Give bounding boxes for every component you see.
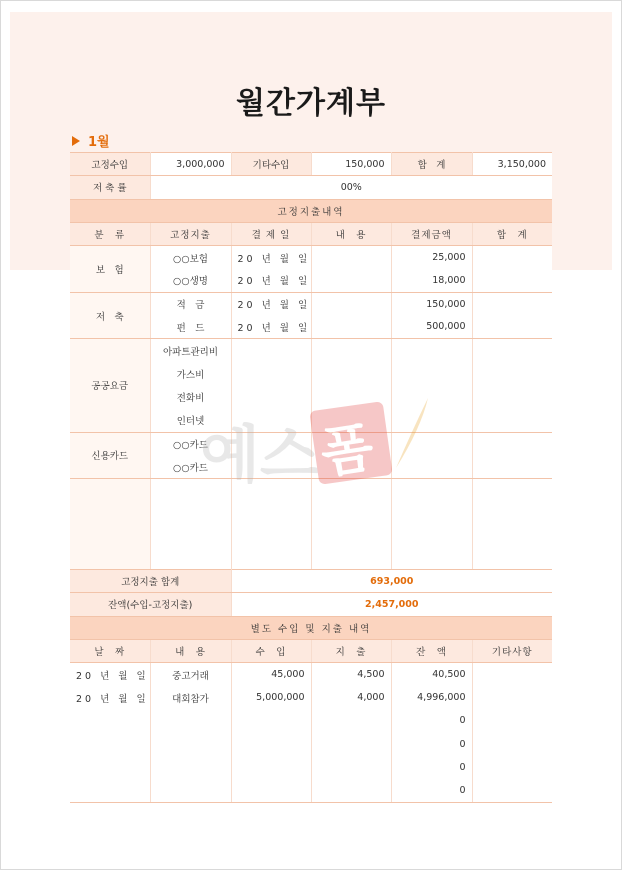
fixed-header-cell: 내 용 — [311, 222, 391, 245]
income-total-value[interactable]: 3,150,000 — [472, 153, 552, 176]
other-date[interactable]: 20 년 월 일 — [70, 663, 150, 686]
expense-item: ○○카드 — [150, 432, 231, 455]
payment-amount[interactable]: 25,000 — [391, 246, 472, 269]
blank-cell[interactable] — [391, 479, 472, 502]
expense-total[interactable] — [472, 246, 552, 269]
other-note[interactable] — [472, 663, 552, 686]
blank-cell[interactable] — [231, 525, 311, 548]
other-header-cell: 내 용 — [150, 639, 231, 662]
expense-item: 가스비 — [150, 362, 231, 385]
expense-detail[interactable] — [311, 246, 391, 269]
page-title: 월간가계부 — [236, 86, 386, 121]
expense-item: 전화비 — [150, 385, 231, 408]
balance-value[interactable]: 2,457,000 — [231, 593, 552, 616]
fixed-total-value[interactable]: 693,000 — [231, 570, 552, 593]
other-balance[interactable]: 0 — [391, 779, 472, 802]
fixed-header-cell: 결제금액 — [391, 222, 472, 245]
other-income[interactable]: 45,000 — [231, 663, 311, 686]
other-income[interactable] — [231, 709, 311, 732]
month-label: 1월 — [88, 135, 110, 150]
blank-cell[interactable] — [391, 525, 472, 548]
summary-row — [70, 153, 552, 176]
blank-cell[interactable] — [472, 502, 552, 525]
expense-item: ○○보험 — [150, 246, 231, 269]
payment-date[interactable]: 20 년 월 일 — [231, 292, 311, 315]
expense-total[interactable] — [472, 339, 552, 362]
blank-cell[interactable] — [231, 479, 311, 502]
expense-detail[interactable] — [311, 316, 391, 339]
other-date[interactable] — [70, 779, 150, 802]
other-row — [70, 733, 552, 756]
blank-cell[interactable] — [472, 525, 552, 548]
savings-rate-row — [70, 176, 552, 199]
blank-cell[interactable] — [150, 502, 231, 525]
payment-date[interactable] — [231, 385, 311, 408]
expense-total[interactable] — [472, 362, 552, 385]
other-table — [70, 569, 552, 803]
other-expense[interactable]: 4,500 — [311, 663, 391, 686]
other-row — [70, 779, 552, 802]
blank-cell[interactable] — [311, 502, 391, 525]
other-content[interactable] — [150, 709, 231, 732]
other-content[interactable]: 대회참가 — [150, 686, 231, 709]
category-label: 신용카드 — [70, 432, 150, 479]
other-date[interactable]: 20 년 월 일 — [70, 686, 150, 709]
payment-date[interactable] — [231, 409, 311, 432]
expense-item: 인터넷 — [150, 409, 231, 432]
expense-total[interactable] — [472, 385, 552, 408]
other-expense[interactable]: 4,000 — [311, 686, 391, 709]
blank-category — [70, 479, 150, 572]
other-header-cell: 수 입 — [231, 639, 311, 662]
payment-amount[interactable] — [391, 362, 472, 385]
income-total-label: 합 계 — [391, 153, 472, 176]
other-section-row — [70, 616, 552, 639]
payment-date[interactable] — [231, 362, 311, 385]
fixed-expense-row — [70, 432, 552, 455]
expense-detail[interactable] — [311, 409, 391, 432]
payment-date[interactable] — [231, 339, 311, 362]
category-label: 보 험 — [70, 246, 150, 293]
other-balance[interactable]: 40,500 — [391, 663, 472, 686]
payment-date[interactable] — [231, 432, 311, 455]
other-balance[interactable]: 0 — [391, 709, 472, 732]
expense-detail[interactable] — [311, 292, 391, 315]
expense-detail[interactable] — [311, 385, 391, 408]
other-expense[interactable] — [311, 733, 391, 756]
balance-label: 잔액(수입-고정지출) — [70, 593, 231, 616]
expense-detail[interactable] — [311, 339, 391, 362]
blank-cell[interactable] — [472, 479, 552, 502]
fixed-section-row — [70, 199, 552, 222]
blank-cell[interactable] — [311, 479, 391, 502]
other-income[interactable]: 5,000,000 — [231, 686, 311, 709]
fixed-header-cell: 합 계 — [472, 222, 552, 245]
expense-total[interactable] — [472, 292, 552, 315]
payment-amount[interactable]: 500,000 — [391, 316, 472, 339]
other-header-cell: 잔 액 — [391, 639, 472, 662]
expense-total[interactable] — [472, 455, 552, 478]
fixed-expense-row — [70, 246, 552, 269]
fixed-header-cell: 결 제 일 — [231, 222, 311, 245]
other-note[interactable] — [472, 686, 552, 709]
payment-date[interactable]: 20 년 월 일 — [231, 269, 311, 292]
month-heading — [72, 131, 110, 150]
blank-row — [70, 479, 552, 502]
other-note[interactable] — [472, 779, 552, 802]
blank-cell[interactable] — [150, 525, 231, 548]
other-header-cell: 날 짜 — [70, 639, 150, 662]
payment-amount[interactable] — [391, 432, 472, 455]
svg-text:예스: 예스 — [200, 418, 320, 491]
balance-row — [70, 593, 552, 616]
other-note[interactable] — [472, 756, 552, 779]
other-balance[interactable]: 0 — [391, 756, 472, 779]
expense-item: 아파트관리비 — [150, 339, 231, 362]
other-header-row — [70, 639, 552, 662]
expense-detail[interactable] — [311, 432, 391, 455]
payment-amount[interactable]: 150,000 — [391, 292, 472, 315]
other-header-cell: 기타사항 — [472, 639, 552, 662]
expense-item: 적 금 — [150, 292, 231, 315]
expense-item: ○○카드 — [150, 455, 231, 478]
fixed-header-row — [70, 222, 552, 245]
blank-cell[interactable] — [150, 479, 231, 502]
expense-item: 펀 드 — [150, 316, 231, 339]
fixed-income-value[interactable]: 3,000,000 — [150, 153, 231, 176]
fixed-expense-row — [70, 292, 552, 315]
other-date[interactable] — [70, 733, 150, 756]
other-content[interactable] — [150, 779, 231, 802]
other-row — [70, 756, 552, 779]
payment-amount[interactable] — [391, 409, 472, 432]
expense-total[interactable] — [472, 269, 552, 292]
fixed-section-title: 고정지출내역 — [70, 199, 552, 222]
expense-total[interactable] — [472, 316, 552, 339]
other-expense[interactable] — [311, 779, 391, 802]
category-label: 공공요금 — [70, 339, 150, 432]
blank-cell[interactable] — [311, 525, 391, 548]
fixed-income-label: 고정수입 — [70, 153, 150, 176]
other-income[interactable] — [231, 733, 311, 756]
other-income[interactable] — [231, 756, 311, 779]
other-expense[interactable] — [311, 709, 391, 732]
other-row — [70, 663, 552, 686]
other-balance[interactable]: 0 — [391, 733, 472, 756]
savings-rate-value[interactable]: 00% — [150, 176, 552, 199]
other-note[interactable] — [472, 709, 552, 732]
other-expense[interactable] — [311, 756, 391, 779]
other-content[interactable] — [150, 756, 231, 779]
other-row — [70, 686, 552, 709]
payment-amount[interactable]: 18,000 — [391, 269, 472, 292]
payment-amount[interactable] — [391, 339, 472, 362]
other-row — [70, 709, 552, 732]
blank-cell[interactable] — [231, 502, 311, 525]
other-date[interactable] — [70, 756, 150, 779]
triangle-bullet-icon — [72, 136, 80, 146]
expense-detail[interactable] — [311, 269, 391, 292]
other-income[interactable] — [231, 779, 311, 802]
payment-amount[interactable] — [391, 455, 472, 478]
other-content[interactable]: 중고거래 — [150, 663, 231, 686]
expense-total[interactable] — [472, 432, 552, 455]
category-label: 저 축 — [70, 292, 150, 339]
other-note[interactable] — [472, 733, 552, 756]
fixed-header-cell: 고정지출 — [150, 222, 231, 245]
savings-rate-label: 저 축 률 — [70, 176, 150, 199]
other-balance[interactable]: 4,996,000 — [391, 686, 472, 709]
fixed-total-label: 고정지출 합계 — [70, 570, 231, 593]
other-date[interactable] — [70, 709, 150, 732]
blank-cell[interactable] — [391, 502, 472, 525]
fixed-header-cell: 분 류 — [70, 222, 150, 245]
other-income-label: 기타수입 — [231, 153, 311, 176]
payment-date[interactable] — [231, 455, 311, 478]
svg-text:폼: 폼 — [316, 415, 378, 485]
expense-item: ○○생명 — [150, 269, 231, 292]
payment-date[interactable]: 20 년 월 일 — [231, 316, 311, 339]
other-header-cell: 지 출 — [311, 639, 391, 662]
expense-detail[interactable] — [311, 455, 391, 478]
fixed-total-row — [70, 570, 552, 593]
fixed-expense-table — [70, 152, 552, 572]
expense-detail[interactable] — [311, 362, 391, 385]
payment-date[interactable]: 20 년 월 일 — [231, 246, 311, 269]
other-section-title: 별도 수입 및 지출 내역 — [70, 616, 552, 639]
fixed-expense-row — [70, 339, 552, 362]
other-content[interactable] — [150, 733, 231, 756]
payment-amount[interactable] — [391, 385, 472, 408]
expense-total[interactable] — [472, 409, 552, 432]
other-income-value[interactable]: 150,000 — [311, 153, 391, 176]
